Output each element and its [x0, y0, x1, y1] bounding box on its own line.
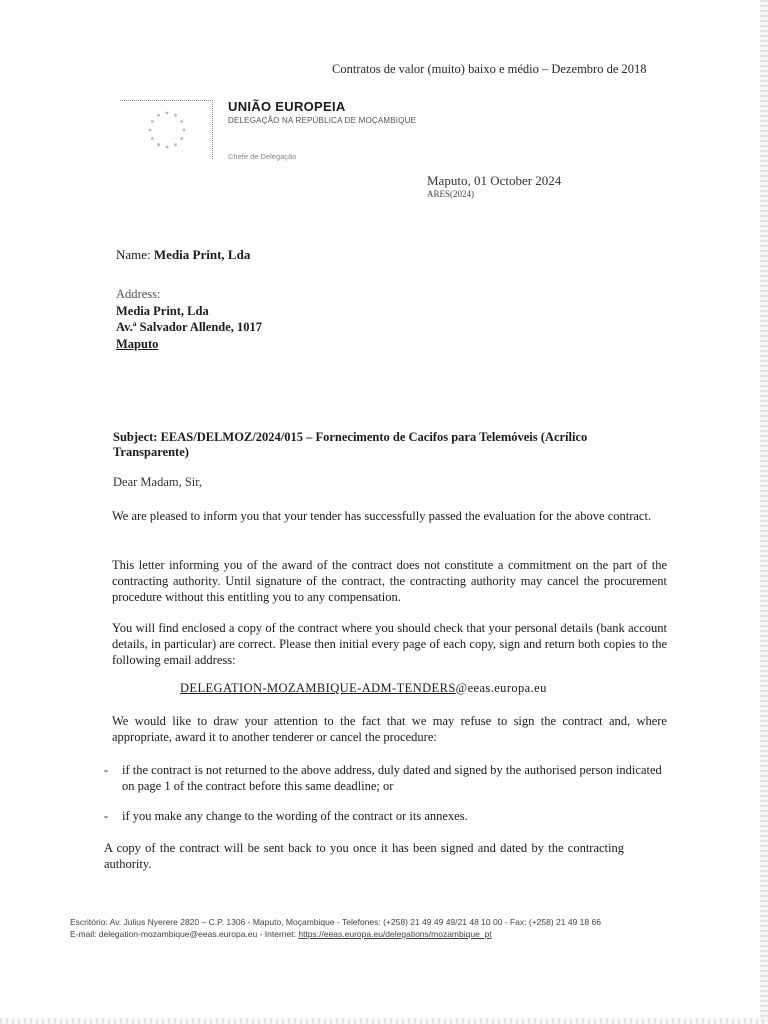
paragraph: You will find enclosed a copy of the contract where you should check that your personal details (bank account details, in particular) are correct. Please then initial every page of each copy, sign and return both copies to the following email address: — [112, 621, 667, 667]
recipient-name-label: Name: — [116, 247, 151, 262]
paragraph: A copy of the contract will be sent back to you once it has been signed and dated by the contracting authority. — [104, 841, 624, 871]
scan-edge-bottom — [0, 1018, 768, 1024]
address-line: Av.ª Salvador Allende, 1017 — [116, 320, 263, 334]
letter-subject — [113, 430, 653, 460]
ares-reference: ARES(2024) — [427, 189, 474, 199]
recipient-name — [116, 247, 250, 263]
subject-text: EEAS/DELMOZ/2024/015 – Fornecimento de Cacifos para Telemóveis (Acrílico Transparente) — [113, 430, 588, 459]
paragraph: We would like to draw your attention to the fact that we may refuse to sign the contract and, where appropriate, award it to another tenderer or cancel the procedure: — [112, 714, 667, 744]
organization-delegation: DELEGAÇÃO NA REPÚBLICA DE MOÇAMBIQUE — [228, 116, 417, 125]
subject-label: Subject: — [113, 430, 158, 444]
organization-head: Chefe de Delegação — [228, 152, 297, 161]
refusal-conditions-list — [104, 762, 664, 838]
address-label: Address: — [116, 287, 161, 301]
paragraph: We are pleased to inform you that your tender has successfully passed the evaluation for the above contract. — [112, 509, 652, 523]
recipient-name-value: Media Print, Lda — [153, 247, 251, 262]
list-item-text: if the contract is not returned to the above address, duly dated and signed by the authorised person indicated on page 1 of the contract before this same deadline; or — [122, 763, 662, 793]
email-local-part: DELEGATION-MOZAMBIQUE-ADM-TENDERS — [180, 681, 456, 695]
dash-icon: - — [104, 809, 109, 823]
tender-email-address[interactable] — [180, 681, 547, 696]
organization-name: UNIÃO EUROPEIA — [228, 99, 346, 114]
list-item-text: if you make any change to the wording of the contract or its annexes. — [122, 809, 468, 823]
salutation: Dear Madam, Sir, — [113, 475, 203, 489]
list-item — [104, 808, 664, 824]
document-reference: Contratos de valor (muito) baixo e médio – Dezembro de 2018 — [332, 62, 647, 76]
letter-date: Maputo, 01 October 2024 — [427, 173, 562, 188]
eu-stars-icon — [142, 107, 192, 151]
scan-edge-right — [760, 0, 768, 1024]
footer-email: E-mail: delegation-mozambique@eeas.europa.eu - Internet: — [70, 929, 299, 939]
eu-logo — [120, 100, 213, 159]
footer-website-link[interactable]: https://eeas.europa.eu/delegations/mozambique_pt — [298, 929, 492, 939]
address-line: Maputo — [116, 336, 159, 351]
recipient-address — [116, 286, 262, 352]
list-item — [104, 762, 664, 794]
email-domain: @eeas.europa.eu — [455, 681, 547, 695]
dash-icon: - — [104, 763, 109, 777]
paragraph: This letter informing you of the award of the contract does not constitute a commitment on the part of the contracting authority. Until signature of the contract, the contracting authority may cancel the procurement procedure without this entitling you to any compensation. — [112, 558, 667, 604]
address-line: Media Print, Lda — [116, 303, 209, 318]
footer-contact — [70, 929, 492, 939]
footer-address: Escritório: Av. Julius Nyerere 2820 – C.P. 1306 - Maputo, Moçambique - Telefones: (+258) 21 49 49 49/21 48 10 00 - Fax: (+258) 21 49 18 66 — [70, 917, 601, 927]
